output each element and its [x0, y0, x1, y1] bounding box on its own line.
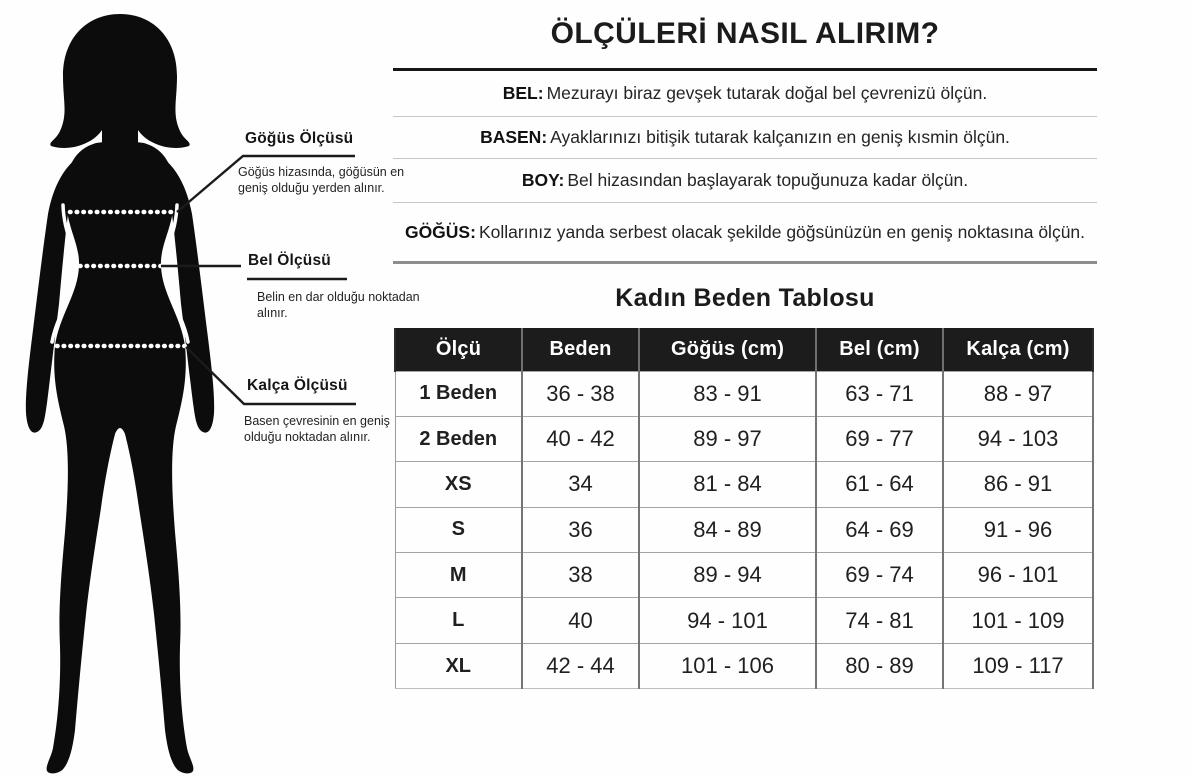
table-cell: 81 - 84	[639, 462, 816, 507]
table-row	[395, 462, 1093, 507]
table-cell: XL	[395, 643, 522, 688]
table-cell: 63 - 71	[816, 371, 943, 416]
waist-annotation-description: Belin en dar olduğu noktadan alınır.	[257, 290, 420, 320]
table-cell: 69 - 74	[816, 553, 943, 598]
table-cell: 89 - 97	[639, 416, 816, 461]
hip-annotation-title: Kalça Ölçüsü	[247, 377, 348, 394]
table-cell: 40 - 42	[522, 416, 639, 461]
instruction-bel-label: BEL:	[502, 83, 544, 103]
neck-shape	[102, 90, 138, 148]
table-cell: 42 - 44	[522, 643, 639, 688]
bust-annotation-title: Göğüs Ölçüsü	[245, 130, 354, 147]
table-cell: 34	[522, 462, 639, 507]
waist-annotation-title: Bel Ölçüsü	[248, 252, 331, 269]
measurement-guide-panel	[393, 0, 1097, 689]
size-table	[394, 328, 1094, 689]
table-row	[395, 507, 1093, 552]
table-cell: L	[395, 598, 522, 643]
table-cell: 64 - 69	[816, 507, 943, 552]
table-cell: 84 - 89	[639, 507, 816, 552]
table-cell: 80 - 89	[816, 643, 943, 688]
table-row	[395, 371, 1093, 416]
table-cell: 38	[522, 553, 639, 598]
column-header-kalca: Kalça (cm)	[943, 328, 1093, 371]
instruction-basen-label: BASEN:	[480, 127, 548, 147]
instruction-gogus-label: GÖĞÜS:	[404, 221, 476, 242]
table-cell: 61 - 64	[816, 462, 943, 507]
table-row	[395, 553, 1093, 598]
table-cell: S	[395, 507, 522, 552]
column-header-beden: Beden	[522, 328, 639, 371]
instruction-boy-text: Bel hizasından başlayarak topuğunuza kadar ölçün.	[567, 170, 969, 190]
measurement-figure	[0, 0, 420, 775]
instruction-bel-text: Mezurayı biraz gevşek tutarak doğal bel çevrenizü ölçün.	[546, 83, 988, 103]
table-cell: 40	[522, 598, 639, 643]
table-cell: 1 Beden	[395, 371, 522, 416]
instruction-gogus	[393, 203, 1097, 264]
table-cell: 109 - 117	[943, 643, 1093, 688]
size-table-title: Kadın Beden Tablosu	[615, 284, 875, 312]
instruction-basen-text: Ayaklarınızı bitişik tutarak kalçanızın en geniş kısmin ölçün.	[550, 127, 1010, 147]
instruction-boy-label: BOY:	[521, 170, 565, 190]
table-cell: 36 - 38	[522, 371, 639, 416]
table-cell: 86 - 91	[943, 462, 1093, 507]
guide-title: ÖLÇÜLERİ NASIL ALIRIM?	[393, 0, 1097, 71]
hip-annotation-description: Basen çevresinin en geniş olduğu noktadan alınır.	[244, 414, 390, 444]
column-header-olcu: Ölçü	[395, 328, 522, 371]
table-cell: 83 - 91	[639, 371, 816, 416]
bust-annotation-description: Göğüs hizasında, göğüsün en geniş olduğu yerden alınır.	[238, 165, 405, 195]
table-cell: XS	[395, 462, 522, 507]
instruction-boy	[393, 159, 1097, 203]
column-header-gogus: Göğüs (cm)	[639, 328, 816, 371]
table-row	[395, 598, 1093, 643]
instruction-bel	[393, 71, 1097, 117]
table-row	[395, 416, 1093, 461]
table-cell: 89 - 94	[639, 553, 816, 598]
column-header-bel: Bel (cm)	[816, 328, 943, 371]
table-cell: 101 - 106	[639, 643, 816, 688]
table-cell: 101 - 109	[943, 598, 1093, 643]
table-cell: 96 - 101	[943, 553, 1093, 598]
table-cell: 91 - 96	[943, 507, 1093, 552]
table-cell: 69 - 77	[816, 416, 943, 461]
table-cell: 94 - 103	[943, 416, 1093, 461]
table-cell: 88 - 97	[943, 371, 1093, 416]
table-cell: 36	[522, 507, 639, 552]
table-cell: 94 - 101	[639, 598, 816, 643]
table-header-row	[395, 328, 1093, 371]
table-cell: M	[395, 553, 522, 598]
table-cell: 2 Beden	[395, 416, 522, 461]
instruction-basen	[393, 117, 1097, 159]
table-row	[395, 643, 1093, 688]
instruction-gogus-text: Kollarınız yanda serbest olacak şekilde göğsünüzün en geniş noktasına ölçün.	[478, 221, 1086, 242]
table-cell: 74 - 81	[816, 598, 943, 643]
